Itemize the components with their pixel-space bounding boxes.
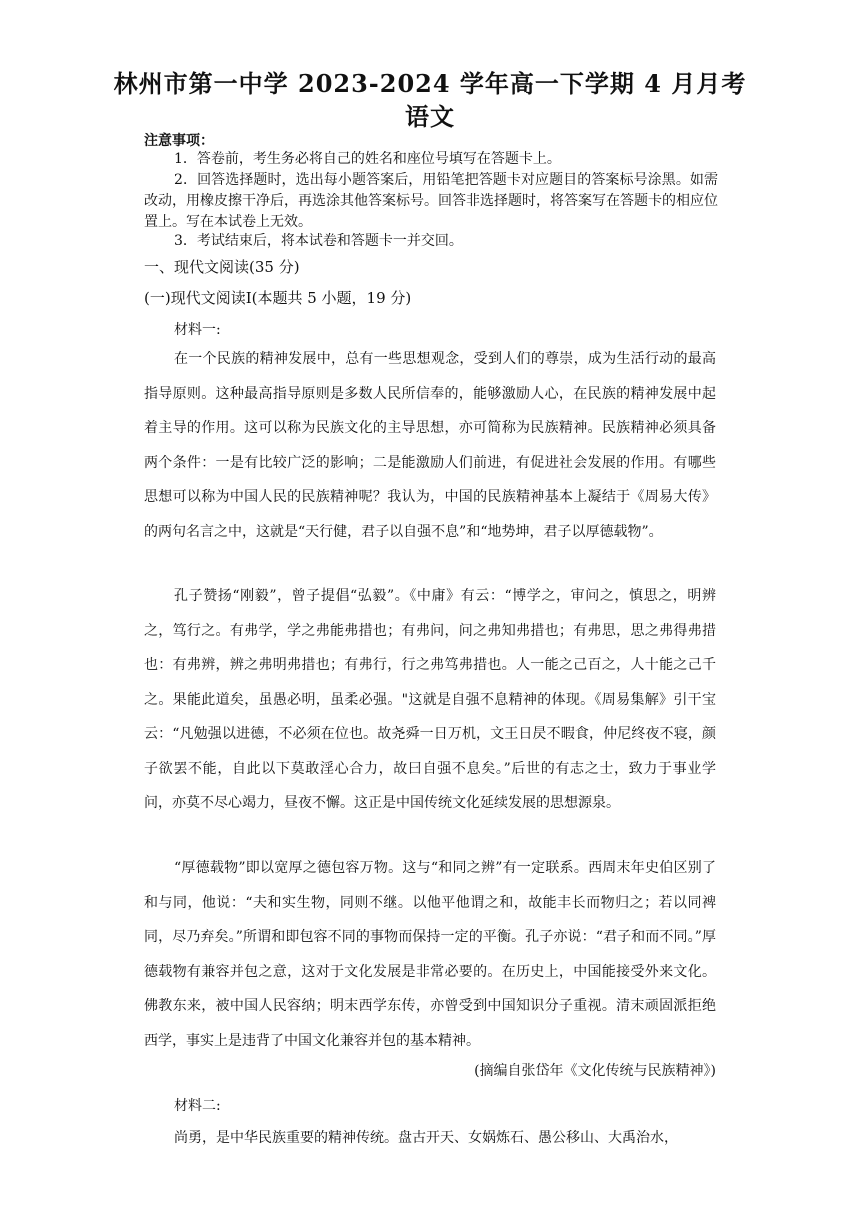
material-2-label: 材料二:	[174, 1098, 221, 1114]
notice-item-2: 2．回答选择题时，选出每小题答案后，用铅笔把答题卡对应题目的答案标号涂黑。如需改动，用橡皮擦干净后，再选涂其他答案标号。回答非选择题时，将答案写在答题卡的相应位置上。写在本试卷上无效。	[144, 172, 718, 230]
material-1-paragraph-1: 在一个民族的精神发展中，总有一些思想观念，受到人们的尊崇，成为生活行动的最高指导原则。这种最高指导原则是多数人民所信奉的，能够激励人心，在民族的精神发展中起着主导的作用。这可以称为民族文化的主导思想，亦可简称为民族精神。民族精神必须具备两个条件：一是有比较广泛的影响；二是能激励人们前进，有促进社会发展的作用。有哪些思想可以称为中国人民的民族精神呢？我认为，中国的民族精神基本上凝结于《周易大传》的两句名言之中，这就是“天行健，君子以自强不息”和“地势坤，君子以厚德载物”。	[144, 351, 716, 540]
page-title: 林州市第一中学 2023-2024 学年高一下学期 4 月月考	[113, 69, 747, 98]
notice-item-1: 1．答卷前，考生务必将自己的姓名和座位号填写在答题卡上。	[174, 151, 561, 167]
material-1-source: (摘编自张岱年《文化传统与民族精神》)	[474, 1063, 716, 1079]
material-2-paragraph-1: 尚勇，是中华民族重要的精神传统。盘古开天、女娲炼石、愚公移山、大禹治水，	[174, 1130, 678, 1146]
material-1-paragraph-2: 孔子赞扬“刚毅”，曾子提倡“弘毅”。《中庸》有云：“博学之，审问之，慎思之，明辨之，笃行之。有弗学，学之弗能弗措也；有弗问，问之弗知弗措也；有弗思，思之弗得弗措也：有弗辨，辨之弗明弗措也；有弗行，行之弗笃弗措也。人一能之己百之，人十能之己千之。果能此道矣，虽愚必明，虽柔必强。"这就是自强不息精神的体现。《周易集解》引干宝云：“凡勉强以进德，不必须在位也。故尧舜一日万机，文王日昃不暇食，仲尼终夜不寝，颜子欲罢不能，自此以下莫敢淫心合力，故曰自强不息矣。”后世的有志之士，致力于事业学问，亦莫不尽心竭力，昼夜不懈。这正是中国传统文化延续发展的思想源泉。	[144, 588, 716, 811]
material-1-label: 材料一:	[174, 322, 221, 338]
material-1-paragraph-3: “厚德载物”即以宽厚之德包容万物。这与“和同之辨”有一定联系。西周末年史伯区别了和与同，他说：“夫和实生物，同则不继。以他平他谓之和，故能丰长而物归之；若以同裨同，尽乃弃矣。”所谓和即包容不同的事物而保持一定的平衡。孔子亦说：“君子和而不同。”厚德载物有兼容并包之意，这对于文化发展是非常必要的。在历史上，中国能接受外来文化。佛教东来，被中国人民容纳；明末西学东传，亦曾受到中国知识分子重视。清末顽固派拒绝西学，事实上是违背了中国文化兼容并包的基本精神。	[144, 860, 716, 1049]
subject-title: 语文	[405, 102, 455, 131]
section-heading: 一、现代文阅读(35 分)	[144, 258, 300, 276]
notice-heading: 注意事项：	[144, 133, 214, 149]
subsection-heading: (一)现代文阅读Ⅰ(本题共 5 小题，19 分)	[144, 289, 412, 307]
notice-item-3: 3．考试结束后，将本试卷和答题卡一并交回。	[174, 233, 463, 249]
